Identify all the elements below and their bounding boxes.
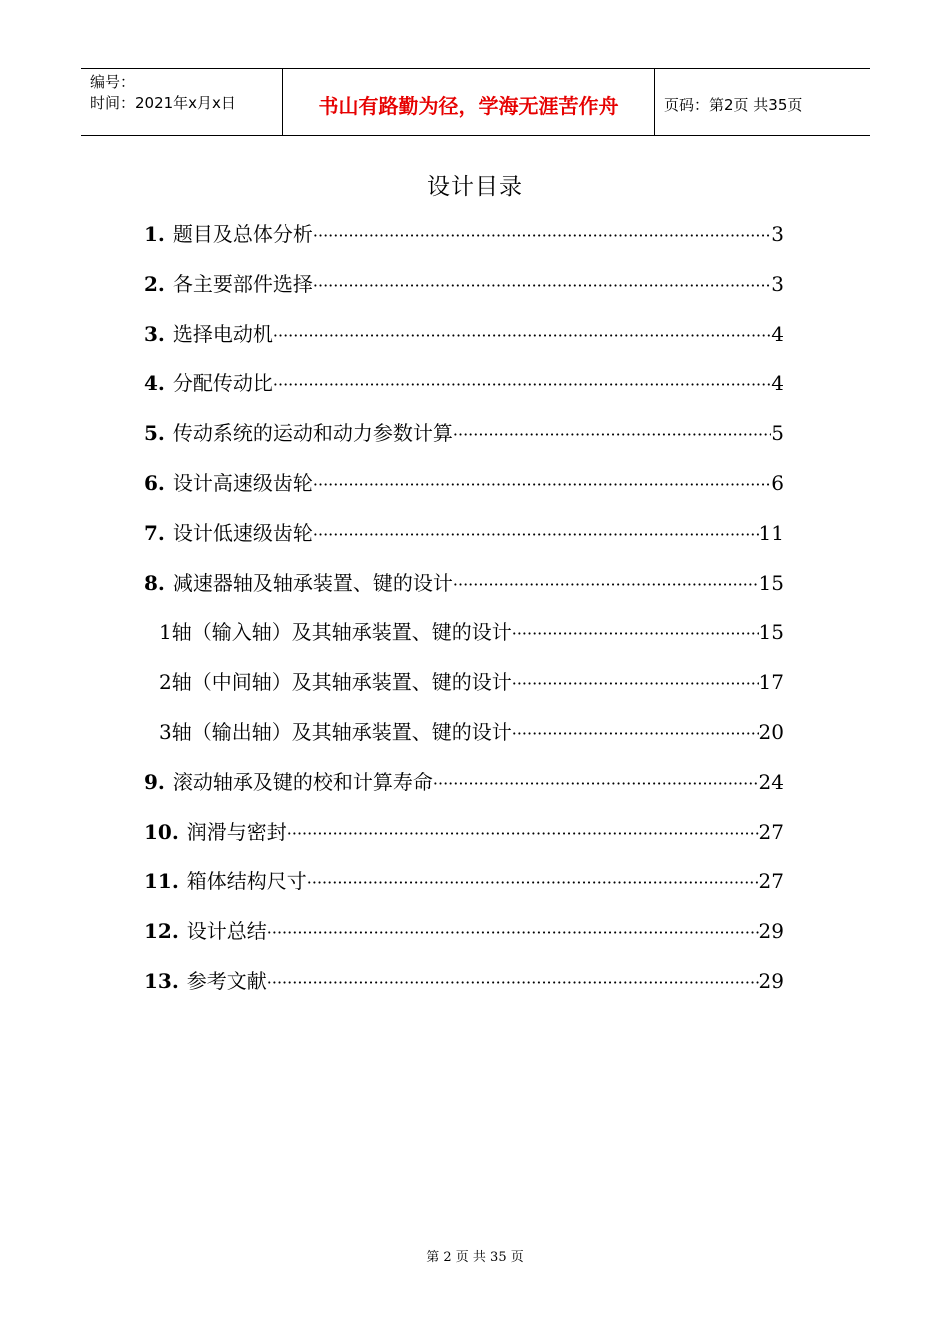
toc-entry-title: 设计低速级齿轮 bbox=[172, 520, 313, 545]
toc-entry-number: 7. bbox=[144, 520, 165, 545]
toc-entry-number: 6. bbox=[144, 470, 165, 495]
toc-entry-number: 13. bbox=[144, 968, 179, 993]
toc-leader-dots bbox=[307, 858, 759, 908]
toc-entry[interactable] bbox=[144, 907, 784, 957]
toc-entry-number: 8. bbox=[144, 570, 165, 595]
toc-leader-dots bbox=[267, 908, 759, 958]
toc-entry-title: 题目及总体分析 bbox=[172, 222, 313, 246]
toc-entry-page: 4 bbox=[771, 321, 784, 346]
toc-entry-page: 3 bbox=[771, 271, 784, 296]
toc-entry[interactable] bbox=[144, 758, 784, 808]
toc-entry-page: 29 bbox=[758, 919, 784, 944]
toc-entry-page: 27 bbox=[758, 819, 784, 844]
toc-entry-page: 17 bbox=[758, 670, 784, 695]
toc-leader-dots bbox=[313, 211, 771, 261]
toc-entry-page: 6 bbox=[771, 470, 784, 495]
header-motto: 书山有路勤为径，学海无涯苦作舟 bbox=[282, 69, 655, 135]
toc-entry-number: 10. bbox=[144, 819, 179, 844]
time-label: 时间：2021年x月x日 bbox=[90, 94, 236, 112]
toc-entry[interactable] bbox=[144, 359, 784, 409]
toc-entry[interactable] bbox=[144, 260, 784, 310]
toc-entry-page: 24 bbox=[758, 769, 784, 794]
toc-entry-number: 2. bbox=[144, 271, 165, 296]
toc-entry-number: 11. bbox=[144, 869, 179, 894]
toc-subentry[interactable] bbox=[144, 608, 784, 658]
toc-leader-dots bbox=[313, 261, 771, 311]
toc-leader-dots bbox=[273, 311, 771, 361]
toc-entry-title: 参考文献 bbox=[186, 968, 267, 993]
toc-entry[interactable] bbox=[144, 857, 784, 907]
page-footer: 第 2 页 共 35 页 bbox=[426, 1250, 524, 1265]
toc-leader-dots bbox=[273, 360, 771, 410]
toc-entry-page: 27 bbox=[758, 869, 784, 894]
toc-entry[interactable] bbox=[144, 957, 784, 1007]
toc-entry-number: 3. bbox=[144, 321, 165, 346]
header-page-info: 页码：第2页 共35页 bbox=[664, 95, 803, 114]
toc-entry-title: 传动系统的运动和动力参数计算 bbox=[172, 421, 453, 446]
toc-entry-page: 15 bbox=[758, 570, 784, 595]
toc-leader-dots bbox=[287, 809, 759, 859]
toc-leader-dots bbox=[453, 560, 759, 610]
toc-entry[interactable] bbox=[144, 459, 784, 509]
toc-entry-number: 1. bbox=[144, 222, 165, 246]
toc-leader-dots bbox=[512, 709, 759, 759]
toc-entry-title: 各主要部件选择 bbox=[172, 271, 313, 296]
toc-entry-number: 5. bbox=[144, 421, 165, 446]
toc-entry-page: 5 bbox=[771, 421, 784, 446]
number-label: 编号： bbox=[90, 73, 136, 91]
page-title: 设计目录 bbox=[427, 174, 523, 200]
toc-leader-dots bbox=[267, 958, 759, 1008]
toc-entry-title: 润滑与密封 bbox=[186, 819, 287, 844]
toc-entry[interactable] bbox=[144, 210, 784, 260]
toc-entry-title: 箱体结构尺寸 bbox=[186, 869, 307, 894]
toc-entry-page: 29 bbox=[758, 968, 784, 993]
toc-leader-dots bbox=[313, 510, 759, 560]
toc-entry-title: 分配传动比 bbox=[172, 371, 273, 396]
toc-entry-page: 3 bbox=[771, 222, 784, 246]
header-meta bbox=[81, 69, 282, 135]
toc-entry[interactable] bbox=[144, 310, 784, 360]
toc-subentry[interactable] bbox=[144, 708, 784, 758]
toc-entry[interactable] bbox=[144, 559, 784, 609]
toc-leader-dots bbox=[453, 410, 771, 460]
toc-entry-number: 12. bbox=[144, 919, 179, 944]
toc-subentry[interactable] bbox=[144, 658, 784, 708]
toc-entry-page: 4 bbox=[771, 371, 784, 396]
toc-leader-dots bbox=[313, 460, 771, 510]
toc-entry[interactable] bbox=[144, 409, 784, 459]
toc-entry-title: 减速器轴及轴承装置、键的设计 bbox=[172, 570, 453, 595]
toc-entry-number: 9. bbox=[144, 769, 165, 794]
toc-entry-number: 4. bbox=[144, 371, 165, 396]
toc-entry[interactable] bbox=[144, 808, 784, 858]
toc-entry-title: 设计高速级齿轮 bbox=[172, 470, 313, 495]
page-header bbox=[81, 68, 870, 136]
toc-entry-title: 设计总结 bbox=[186, 919, 267, 944]
toc-leader-dots bbox=[512, 609, 759, 659]
toc-entry-page: 11 bbox=[758, 520, 784, 545]
toc-entry[interactable] bbox=[144, 509, 784, 559]
table-of-contents bbox=[144, 210, 784, 1007]
toc-entry-title: 3轴（输出轴）及其轴承装置、键的设计 bbox=[159, 719, 512, 744]
toc-entry-title: 2轴（中间轴）及其轴承装置、键的设计 bbox=[159, 670, 512, 695]
toc-entry-title: 滚动轴承及键的校和计算寿命 bbox=[172, 769, 433, 794]
toc-entry-page: 20 bbox=[758, 719, 784, 744]
toc-entry-title: 选择电动机 bbox=[172, 321, 273, 346]
toc-entry-page: 15 bbox=[758, 620, 784, 645]
toc-leader-dots bbox=[433, 759, 759, 809]
toc-entry-title: 1轴（输入轴）及其轴承装置、键的设计 bbox=[159, 620, 512, 645]
toc-leader-dots bbox=[512, 659, 759, 709]
